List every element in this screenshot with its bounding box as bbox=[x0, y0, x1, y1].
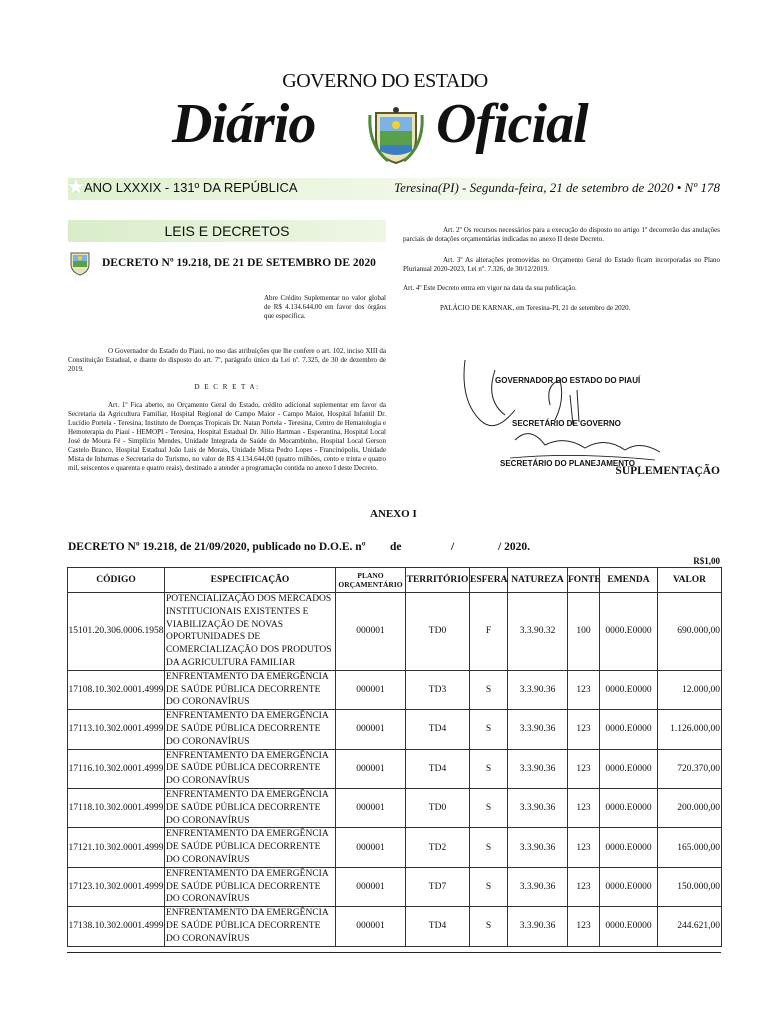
decree-article-1: Art. 1º Fica aberto, no Orçamento Geral do Estado, crédito adicional suplementar em favor da Secretaria da Agricultura Familiar, Hospital Regional de Campo Maior - Campo Maior, Hospital Infantil Dr. Lucídio Portela - Teresina, Instituto de Doenças Tropicais Dr. Natan Portela - Teresina, Centro de Hematologia e Hemoterapia do Piauí - HEMOPI - Teresina, Hospital Estadual Dr. Júlio Hartman - Esperantina, Hospital Local José de Moura Fé - Simplício Mendes, Unidade Integrada de Saúde do Mocambinho, Hospital Local Gerson Castelo Branco, Hospital Estadual João Luis de Morais, Unidade Mista Pedro Lopes - Francinópolis, Unidade Mista de Inhumas e Secretaria do Turismo, no valor de R$ 4.134.644,00 (quatro milhões, cento e trinta e quatro mil, seiscentos e quarenta e quatro reais), destinado a atender a programação contida no anexo I deste Decreto. bbox=[68, 401, 386, 472]
cell-territorio: TD0 bbox=[406, 593, 470, 671]
col-esfera: ESFERA bbox=[470, 568, 508, 593]
cell-fonte: 123 bbox=[568, 867, 600, 906]
annex-year: / 2020. bbox=[498, 541, 530, 553]
cell-codigo: 17116.10.302.0001.4999 bbox=[68, 749, 165, 788]
cell-codigo: 17123.10.302.0001.4999 bbox=[68, 867, 165, 906]
cell-codigo: 17113.10.302.0001.4999 bbox=[68, 710, 165, 749]
annex-header-row bbox=[68, 568, 722, 593]
decree-preamble: O Governador do Estado do Piauí, no uso das atribuições que lhe confere o art. 102, inciso XIII da Constituição Estadual, e diante do disposto do art. 7º, parágrafo único da Lei nº. 7.325, de 30 de dezembro de 2019. bbox=[68, 347, 386, 373]
edition-text: ANO LXXXIX - 131º DA REPÚBLICA bbox=[84, 180, 298, 195]
handwritten-signatures bbox=[455, 340, 685, 470]
annex-table bbox=[67, 567, 722, 947]
cell-territorio: TD4 bbox=[406, 710, 470, 749]
cell-especificacao: ENFRENTAMENTO DA EMERGÊNCIA DE SAÚDE PÚBLICA DECORRENTE DO CORONAVÍRUS bbox=[165, 867, 336, 906]
cell-esfera: S bbox=[470, 749, 508, 788]
col-territorio: TERRITÓRIO bbox=[406, 568, 470, 593]
cell-natureza: 3.3.90.36 bbox=[508, 749, 568, 788]
col-natureza: NATUREZA bbox=[508, 568, 568, 593]
annex-title: ANEXO I bbox=[370, 508, 417, 520]
cell-valor: 690.000,00 bbox=[658, 593, 722, 671]
cell-plano: 000001 bbox=[336, 867, 406, 906]
cell-natureza: 3.3.90.36 bbox=[508, 828, 568, 867]
cell-especificacao: ENFRENTAMENTO DA EMERGÊNCIA DE SAÚDE PÚBLICA DECORRENTE DO CORONAVÍRUS bbox=[165, 710, 336, 749]
cell-territorio: TD4 bbox=[406, 749, 470, 788]
cell-esfera: S bbox=[470, 788, 508, 827]
bottom-rule bbox=[67, 952, 721, 953]
table-row bbox=[68, 828, 722, 867]
small-crest-icon bbox=[68, 250, 92, 276]
suplementacao-label: SUPLEMENTAÇÃO bbox=[615, 465, 720, 477]
cell-emenda: 0000.E0000 bbox=[600, 670, 658, 709]
section-heading: LEIS E DECRETOS bbox=[164, 223, 290, 239]
cell-esfera: S bbox=[470, 710, 508, 749]
cell-especificacao: ENFRENTAMENTO DA EMERGÊNCIA DE SAÚDE PÚBLICA DECORRENTE DO CORONAVÍRUS bbox=[165, 907, 336, 946]
government-heading: GOVERNO DO ESTADO bbox=[282, 70, 488, 92]
cell-plano: 000001 bbox=[336, 907, 406, 946]
cell-plano: 000001 bbox=[336, 710, 406, 749]
cell-territorio: TD3 bbox=[406, 670, 470, 709]
cell-codigo: 17121.10.302.0001.4999 bbox=[68, 828, 165, 867]
cell-territorio: TD2 bbox=[406, 828, 470, 867]
cell-emenda: 0000.E0000 bbox=[600, 749, 658, 788]
cell-territorio: TD0 bbox=[406, 788, 470, 827]
palacio-line: PALÁCIO DE KARNAK, em Teresina-PI, 21 de setembro de 2020. bbox=[440, 304, 631, 312]
annex-slash: / bbox=[451, 541, 455, 553]
table-row bbox=[68, 710, 722, 749]
cell-esfera: S bbox=[470, 907, 508, 946]
table-row bbox=[68, 907, 722, 946]
cell-territorio: TD4 bbox=[406, 907, 470, 946]
cell-natureza: 3.3.90.36 bbox=[508, 867, 568, 906]
cell-emenda: 0000.E0000 bbox=[600, 593, 658, 671]
cell-codigo: 15101.20.306.0006.1958 bbox=[68, 593, 165, 671]
decree-ementa: Abre Crédito Suplementar no valor global de R$ 4.134.644,00 em favor dos órgãos que específica. bbox=[264, 294, 386, 320]
cell-especificacao: ENFRENTAMENTO DA EMERGÊNCIA DE SAÚDE PÚBLICA DECORRENTE DO CORONAVÍRUS bbox=[165, 828, 336, 867]
cell-natureza: 3.3.90.36 bbox=[508, 907, 568, 946]
table-row bbox=[68, 749, 722, 788]
cell-natureza: 3.3.90.36 bbox=[508, 670, 568, 709]
cell-fonte: 100 bbox=[568, 593, 600, 671]
cell-esfera: S bbox=[470, 670, 508, 709]
col-especificacao: ESPECIFICAÇÃO bbox=[165, 568, 336, 593]
table-row bbox=[68, 788, 722, 827]
cell-fonte: 123 bbox=[568, 670, 600, 709]
cell-emenda: 0000.E0000 bbox=[600, 710, 658, 749]
cell-especificacao: ENFRENTAMENTO DA EMERGÊNCIA DE SAÚDE PÚBLICA DECORRENTE DO CORONAVÍRUS bbox=[165, 670, 336, 709]
decreta-label: D E C R E T A: bbox=[194, 383, 260, 391]
cell-valor: 244.621,00 bbox=[658, 907, 722, 946]
cell-codigo: 17138.10.302.0001.4999 bbox=[68, 907, 165, 946]
table-row bbox=[68, 867, 722, 906]
cell-plano: 000001 bbox=[336, 670, 406, 709]
star-icon: ★ bbox=[66, 174, 86, 199]
cell-natureza: 3.3.90.32 bbox=[508, 593, 568, 671]
cell-valor: 200.000,00 bbox=[658, 788, 722, 827]
cell-fonte: 123 bbox=[568, 788, 600, 827]
cell-codigo: 17108.10.302.0001.4999 bbox=[68, 670, 165, 709]
cell-esfera: S bbox=[470, 828, 508, 867]
cell-esfera: S bbox=[470, 867, 508, 906]
decree-article-4: Art. 4º Este Decreto entra em vigor na data da sua publicação. bbox=[403, 284, 577, 292]
currency-label: R$1,00 bbox=[693, 556, 720, 566]
cell-valor: 1.126.000,00 bbox=[658, 710, 722, 749]
col-fonte: FONTE bbox=[568, 568, 600, 593]
cell-plano: 000001 bbox=[336, 828, 406, 867]
decree-title: DECRETO Nº 19.218, DE 21 DE SETEMBRO DE 2020 bbox=[102, 257, 376, 269]
cell-natureza: 3.3.90.36 bbox=[508, 788, 568, 827]
cell-emenda: 0000.E0000 bbox=[600, 867, 658, 906]
cell-emenda: 0000.E0000 bbox=[600, 907, 658, 946]
table-row bbox=[68, 593, 722, 671]
decree-article-3: Art. 3º As alterações promovidas no Orçamento Geral do Estado ficam incorporadas no Plano Plurianual 2020-2023, Lei nº. 7.326, de 30/12/2019. bbox=[403, 256, 720, 273]
cell-emenda: 0000.E0000 bbox=[600, 828, 658, 867]
dateline: Teresina(PI) - Segunda-feira, 21 de setembro de 2020 • Nº 178 bbox=[394, 180, 720, 195]
cell-especificacao: ENFRENTAMENTO DA EMERGÊNCIA DE SAÚDE PÚBLICA DECORRENTE DO CORONAVÍRUS bbox=[165, 749, 336, 788]
cell-especificacao: ENFRENTAMENTO DA EMERGÊNCIA DE SAÚDE PÚBLICA DECORRENTE DO CORONAVÍRUS bbox=[165, 788, 336, 827]
cell-emenda: 0000.E0000 bbox=[600, 788, 658, 827]
cell-fonte: 123 bbox=[568, 710, 600, 749]
cell-valor: 150.000,00 bbox=[658, 867, 722, 906]
cell-fonte: 123 bbox=[568, 749, 600, 788]
cell-fonte: 123 bbox=[568, 828, 600, 867]
cell-plano: 000001 bbox=[336, 593, 406, 671]
state-crest-icon bbox=[368, 105, 424, 165]
annex-de: de bbox=[390, 541, 402, 553]
cell-territorio: TD7 bbox=[406, 867, 470, 906]
cell-valor: 165.000,00 bbox=[658, 828, 722, 867]
signature-governor: GOVERNADOR DO ESTADO DO PIAUÍ bbox=[495, 376, 641, 385]
col-plano: PLANO ORÇAMENTÁRIO bbox=[336, 568, 406, 593]
cell-esfera: F bbox=[470, 593, 508, 671]
signature-secretary: SECRETÁRIO DE GOVERNO bbox=[512, 419, 621, 428]
cell-plano: 000001 bbox=[336, 749, 406, 788]
cell-fonte: 123 bbox=[568, 907, 600, 946]
annex-decree-line: DECRETO Nº 19.218, de 21/09/2020, publicado no D.O.E. nº bbox=[68, 541, 366, 553]
cell-valor: 12.000,00 bbox=[658, 670, 722, 709]
cell-plano: 000001 bbox=[336, 788, 406, 827]
col-valor: VALOR bbox=[658, 568, 722, 593]
col-codigo: CÓDIGO bbox=[68, 568, 165, 593]
cell-natureza: 3.3.90.36 bbox=[508, 710, 568, 749]
cell-valor: 720.370,00 bbox=[658, 749, 722, 788]
table-row bbox=[68, 670, 722, 709]
decree-article-2: Art. 2º Os recursos necessários para a execução do disposto no artigo 1º decorrerão das anulações parciais de dotações orçamentárias indicadas no anexo II deste Decreto. bbox=[403, 226, 720, 243]
title-diario: Diário bbox=[172, 93, 316, 155]
col-emenda: EMENDA bbox=[600, 568, 658, 593]
cell-codigo: 17118.10.302.0001.4999 bbox=[68, 788, 165, 827]
title-oficial: Oficial bbox=[436, 93, 588, 155]
cell-especificacao: POTENCIALIZAÇÃO DOS MERCADOS INSTITUCIONAIS EXISTENTES E VIABILIZAÇÃO DE NOVAS OPORTUNIDADES DE COMERCIALIZAÇÃO DOS PRODUTOS DA AGRICULTURA FAMILIAR bbox=[165, 593, 336, 671]
signature-planning: SECRETÁRIO DO PLANEJAMENTO bbox=[500, 459, 635, 468]
